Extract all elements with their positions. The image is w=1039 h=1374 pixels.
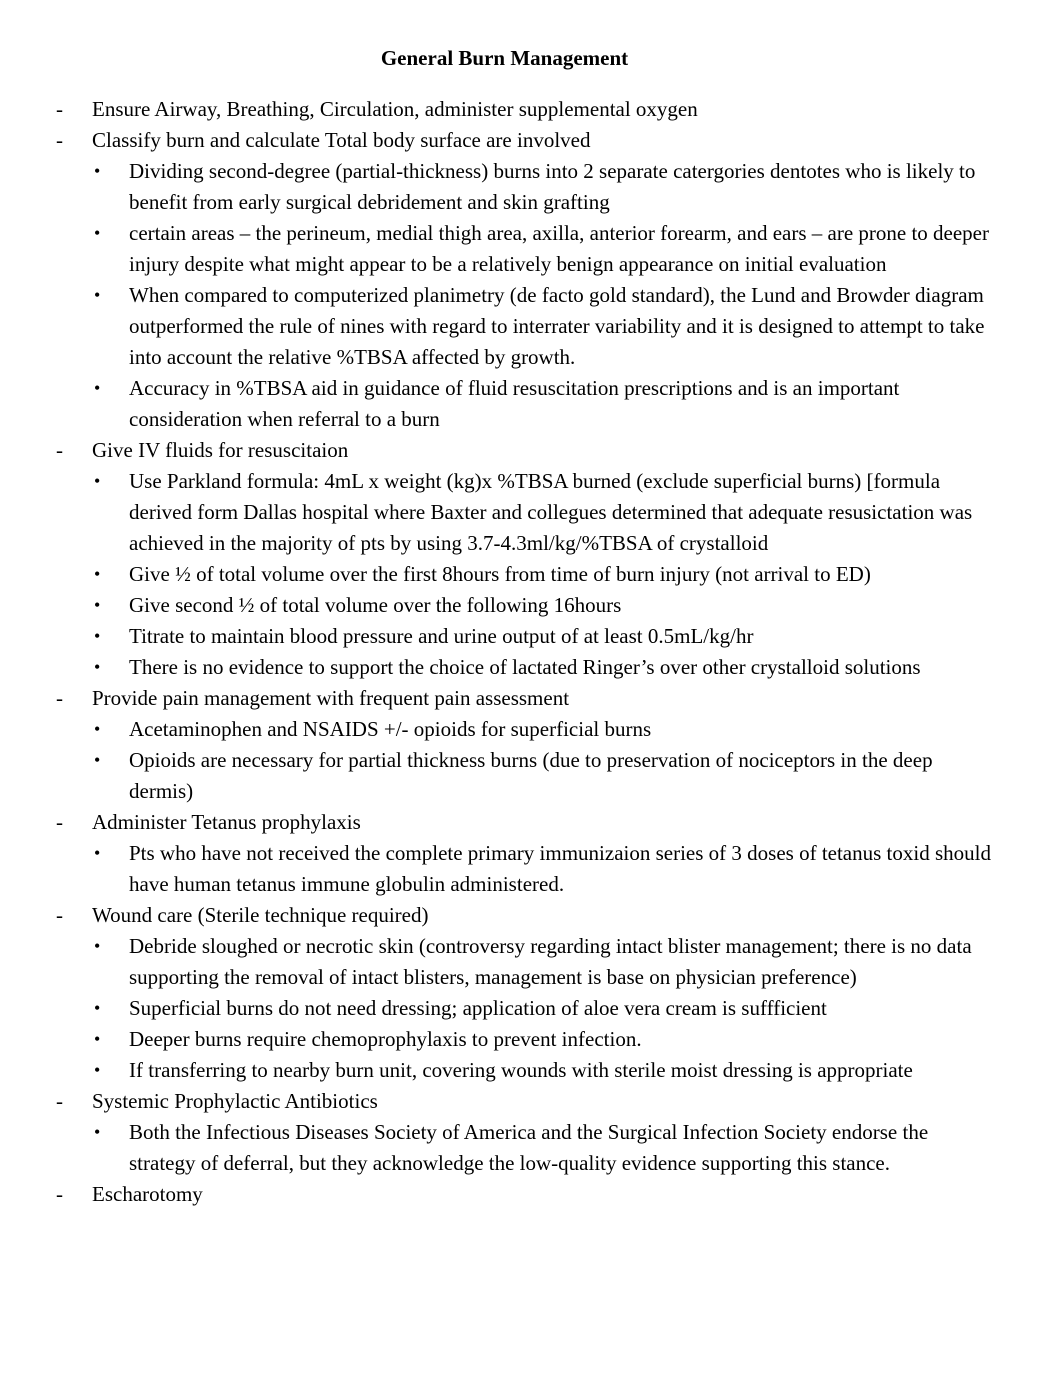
bullet-text: Superficial burns do not need dressing; application of aloe vera cream is suffficient [129,996,827,1020]
bullet-list [0,931,1039,1086]
section-heading: Ensure Airway, Breathing, Circulation, administer supplemental oxygen [92,97,698,121]
dash-marker: - [56,97,63,121]
bullet-dot-icon: • [94,998,101,1018]
bullet-text: Pts who have not received the complete primary immunizaion series of 3 doses of tetanus toxid should have human tetanus immune globulin administered. [129,841,991,896]
bullet-dot-icon: • [94,1060,101,1080]
bullet-item [94,590,997,621]
outline-section [0,683,1039,807]
bullet-item [94,621,997,652]
bullet-dot-icon: • [94,223,101,243]
bullet-item [94,838,997,900]
bullet-text: Accuracy in %TBSA aid in guidance of fluid resuscitation prescriptions and is an important consideration when referral to a burn [129,376,900,431]
bullet-item [94,714,997,745]
bullet-text: Acetaminophen and NSAIDS +/- opioids for superficial burns [129,717,652,741]
bullet-dot-icon: • [94,161,101,181]
bullet-text: Opioids are necessary for partial thickness burns (due to preservation of nociceptors in the deep dermis) [129,748,933,803]
bullet-dot-icon: • [94,595,101,615]
bullet-text: certain areas – the perineum, medial thigh area, axilla, anterior forearm, and ears – are prone to deeper injury despite what might appear to be a relatively benign appearance on initial evaluation [129,221,989,276]
outline-section [0,807,1039,900]
section-heading: Administer Tetanus prophylaxis [92,810,361,834]
bullet-dot-icon: • [94,626,101,646]
bullet-dot-icon: • [94,471,101,491]
bullet-item [94,559,997,590]
dash-marker: - [56,1182,63,1206]
bullet-item [94,1117,997,1179]
bullet-item [94,993,997,1024]
outline-section [0,900,1039,1086]
bullet-list [0,1117,1039,1179]
bullet-dot-icon: • [94,285,101,305]
bullet-dot-icon: • [94,750,101,770]
dash-marker: - [56,903,63,927]
bullet-item [94,466,997,559]
bullet-dot-icon: • [94,1029,101,1049]
bullet-item [94,652,997,683]
section-heading: Classify burn and calculate Total body surface are involved [92,128,591,152]
document-body [0,94,1039,1210]
outline-section [0,1179,1039,1210]
document-title: General Burn Management [380,46,629,70]
dash-marker: - [56,1089,63,1113]
bullet-text: There is no evidence to support the choice of lactated Ringer’s over other crystalloid solutions [129,655,921,679]
bullet-text: Deeper burns require chemoprophylaxis to prevent infection. [129,1027,642,1051]
bullet-text: When compared to computerized planimetry (de facto gold standard), the Lund and Browder diagram outperformed the rule of nines with regard to interrater variability and it is designed to attempt to take into account the relative %TBSA affected by growth. [129,283,985,369]
bullet-dot-icon: • [94,564,101,584]
bullet-text: If transferring to nearby burn unit, covering wounds with sterile moist dressing is appropriate [129,1058,913,1082]
dash-marker: - [56,686,63,710]
outline-section [0,1086,1039,1179]
bullet-item [94,1024,997,1055]
bullet-text: Titrate to maintain blood pressure and urine output of at least 0.5mL/kg/hr [129,624,754,648]
section-heading: Wound care (Sterile technique required) [92,903,429,927]
bullet-item [94,373,997,435]
outline-section [0,435,1039,683]
dash-marker: - [56,128,63,152]
bullet-dot-icon: • [94,657,101,677]
outline-section [0,125,1039,435]
bullet-text: Give second ½ of total volume over the following 16hours [129,593,622,617]
bullet-list [0,156,1039,435]
bullet-item [94,156,997,218]
section-heading: Escharotomy [92,1182,203,1206]
bullet-dot-icon: • [94,1122,101,1142]
dash-marker: - [56,438,63,462]
bullet-text: Give ½ of total volume over the first 8hours from time of burn injury (not arrival to ED) [129,562,871,586]
bullet-text: Both the Infectious Diseases Society of America and the Surgical Infection Society endorse the strategy of deferral, but they acknowledge the low-quality evidence supporting this stance. [129,1120,929,1175]
bullet-dot-icon: • [94,936,101,956]
bullet-item [94,1055,997,1086]
bullet-text: Dividing second-degree (partial-thickness) burns into 2 separate catergories dentotes who is likely to benefit from early surgical debridement and skin grafting [129,159,976,214]
bullet-item [94,218,997,280]
bullet-text: Debride sloughed or necrotic skin (controversy regarding intact blister management; there is no data supporting the removal of intact blisters, management is base on physician preference) [129,934,972,989]
section-heading: Give IV fluids for resuscitaion [92,438,349,462]
bullet-text: Use Parkland formula: 4mL x weight (kg)x %TBSA burned (exclude superficial burns) [formula derived form Dallas hospital where Baxter and collegues determined that adequate resusictation was achieved in the majority of pts by using 3.7-4.3ml/kg/%TBSA of crystalloid [129,469,973,555]
bullet-list [0,838,1039,900]
bullet-item [94,280,997,373]
section-heading: Provide pain management with frequent pain assessment [92,686,570,710]
bullet-dot-icon: • [94,719,101,739]
bullet-list [0,714,1039,807]
bullet-item [94,745,997,807]
bullet-dot-icon: • [94,843,101,863]
dash-marker: - [56,810,63,834]
bullet-item [94,931,997,993]
outline-section [0,94,1039,125]
bullet-dot-icon: • [94,378,101,398]
bullet-list [0,466,1039,683]
section-heading: Systemic Prophylactic Antibiotics [92,1089,378,1113]
